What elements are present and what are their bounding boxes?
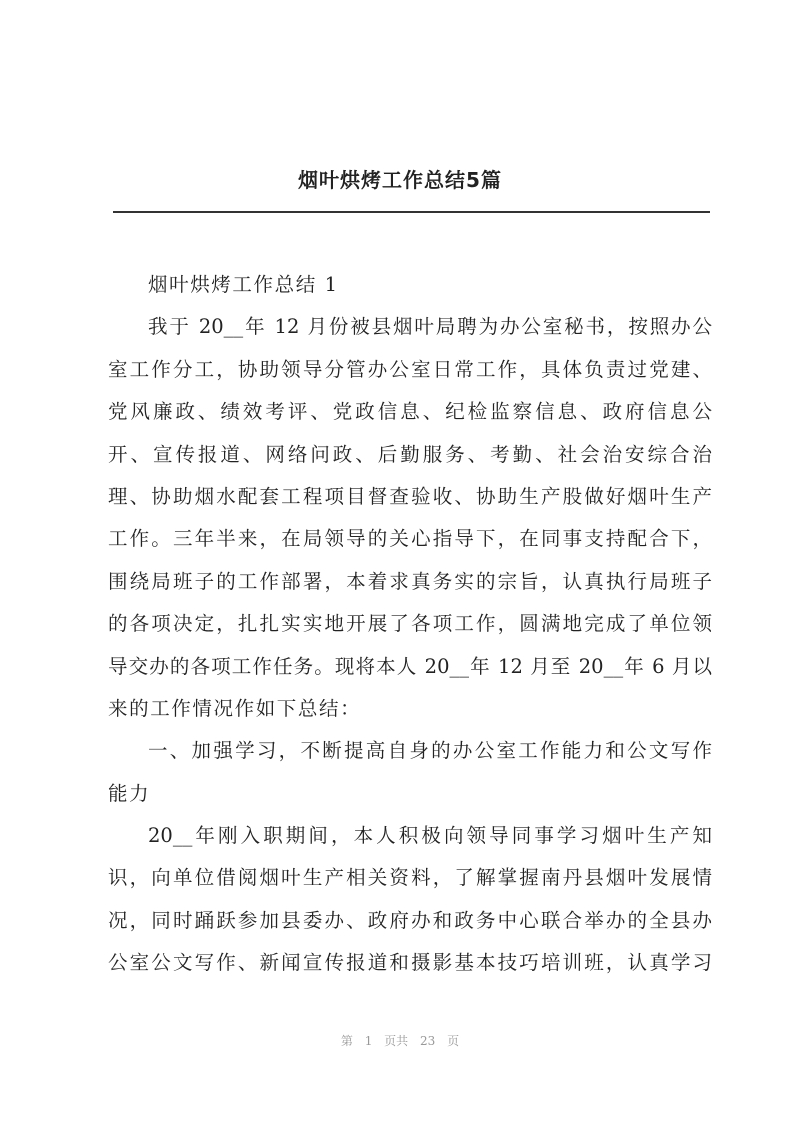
title-divider: [113, 211, 710, 213]
text-line: 我于 20__年 12 月份被县烟叶局聘为办公室秘书，按照办公: [148, 315, 712, 339]
page-footer: 第 1 页共 23 页: [340, 1034, 460, 1048]
document-body: [108, 270, 712, 991]
document-title: 烟叶烘烤工作总结5篇: [298, 168, 502, 192]
text-line: 工作。三年半来，在局领导的关心指导下，在同事支持配合下，: [108, 527, 712, 551]
text-line: 识，向单位借阅烟叶生产相关资料，了解掌握南丹县烟叶发展情: [108, 866, 712, 890]
text-line: 室工作分工，协助领导分管办公室日常工作，具体负责过党建、: [108, 357, 712, 381]
text-line: 的各项决定，扎扎实实地开展了各项工作，圆满地完成了单位领: [108, 612, 712, 636]
text-line: 公室公文写作、新闻宣传报道和摄影基本技巧培训班，认真学习: [108, 951, 712, 975]
text-line: 来的工作情况作如下总结：: [108, 696, 362, 720]
text-line: 况，同时踊跃参加县委办、政府办和政务中心联合举办的全县办: [108, 908, 712, 932]
text-line: 围绕局班子的工作部署，本着求真务实的宗旨，认真执行局班子: [108, 569, 712, 593]
text-line: 能力: [108, 781, 151, 805]
text-line: 开、宣传报道、网络问政、后勤服务、考勤、社会治安综合治: [108, 442, 712, 466]
text-line: 导交办的各项工作任务。现将本人 20__年 12 月至 20__年 6 月以: [108, 654, 712, 678]
text-line: 一、加强学习，不断提高自身的办公室工作能力和公文写作: [148, 739, 712, 763]
text-line: 烟叶烘烤工作总结 1: [148, 273, 339, 296]
text-line: 20__年刚入职期间，本人积极向领导同事学习烟叶生产知: [148, 824, 712, 848]
text-line: 理、协助烟水配套工程项目督查验收、协助生产股做好烟叶生产: [108, 484, 712, 508]
text-line: 党风廉政、绩效考评、党政信息、纪检监察信息、政府信息公: [108, 400, 712, 424]
